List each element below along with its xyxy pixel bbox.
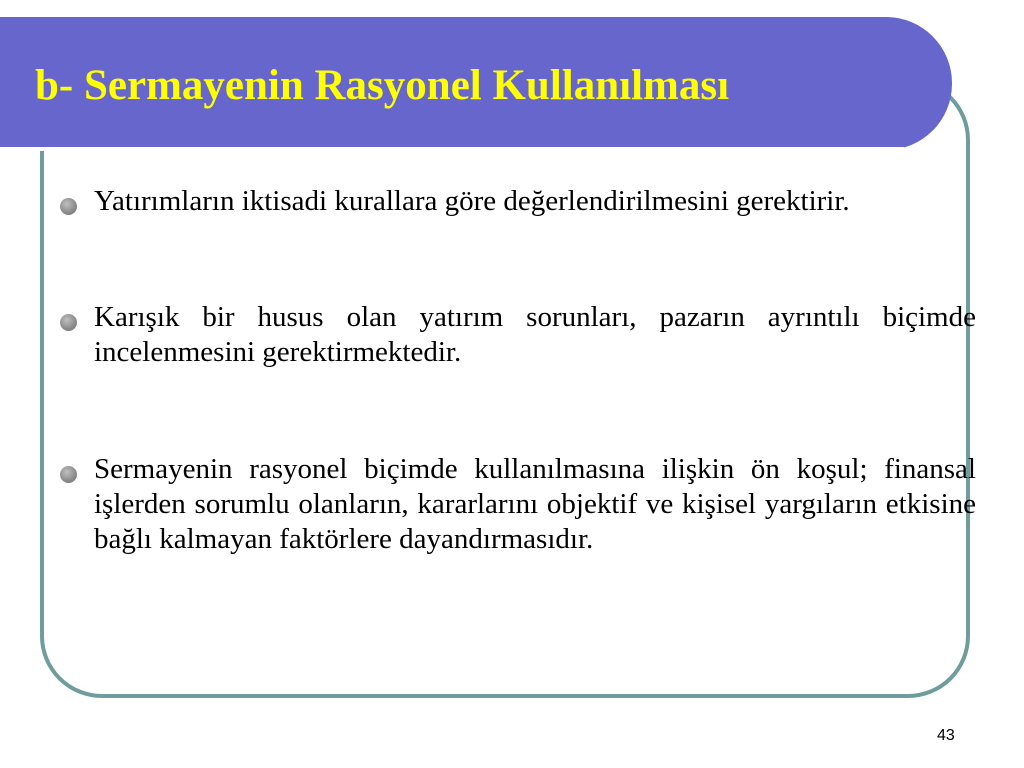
slide-title: b- Sermayenin Rasyonel Kullanılması [35, 62, 730, 109]
round-bullet-icon [60, 314, 77, 331]
bullet-item-2 [60, 300, 976, 370]
page-number: 43 [937, 727, 955, 744]
round-bullet-icon [60, 466, 77, 483]
round-bullet-icon [60, 198, 77, 215]
bullet-list [60, 184, 976, 557]
title-underline [0, 147, 904, 151]
bullet-text-1: Yatırımların iktisadi kurallara göre değerlendirilmesini gerektirir. [94, 185, 850, 217]
bullet-item-1 [60, 184, 976, 219]
bullet-item-3 [60, 452, 976, 557]
bullet-text-3: Sermayenin rasyonel biçimde kullanılmasına ilişkin ön koşul; finansal işlerden sorumlu olanların, kararlarını objektif ve kişisel yargıların etkisine bağlı kalmayan faktörlere dayandırmasıdır. [94, 453, 976, 555]
bullet-text-2: Karışık bir husus olan yatırım sorunları, pazarın ayrıntılı biçimde incelenmesini gerektirmektedir. [94, 301, 976, 368]
title-bar [0, 17, 952, 150]
